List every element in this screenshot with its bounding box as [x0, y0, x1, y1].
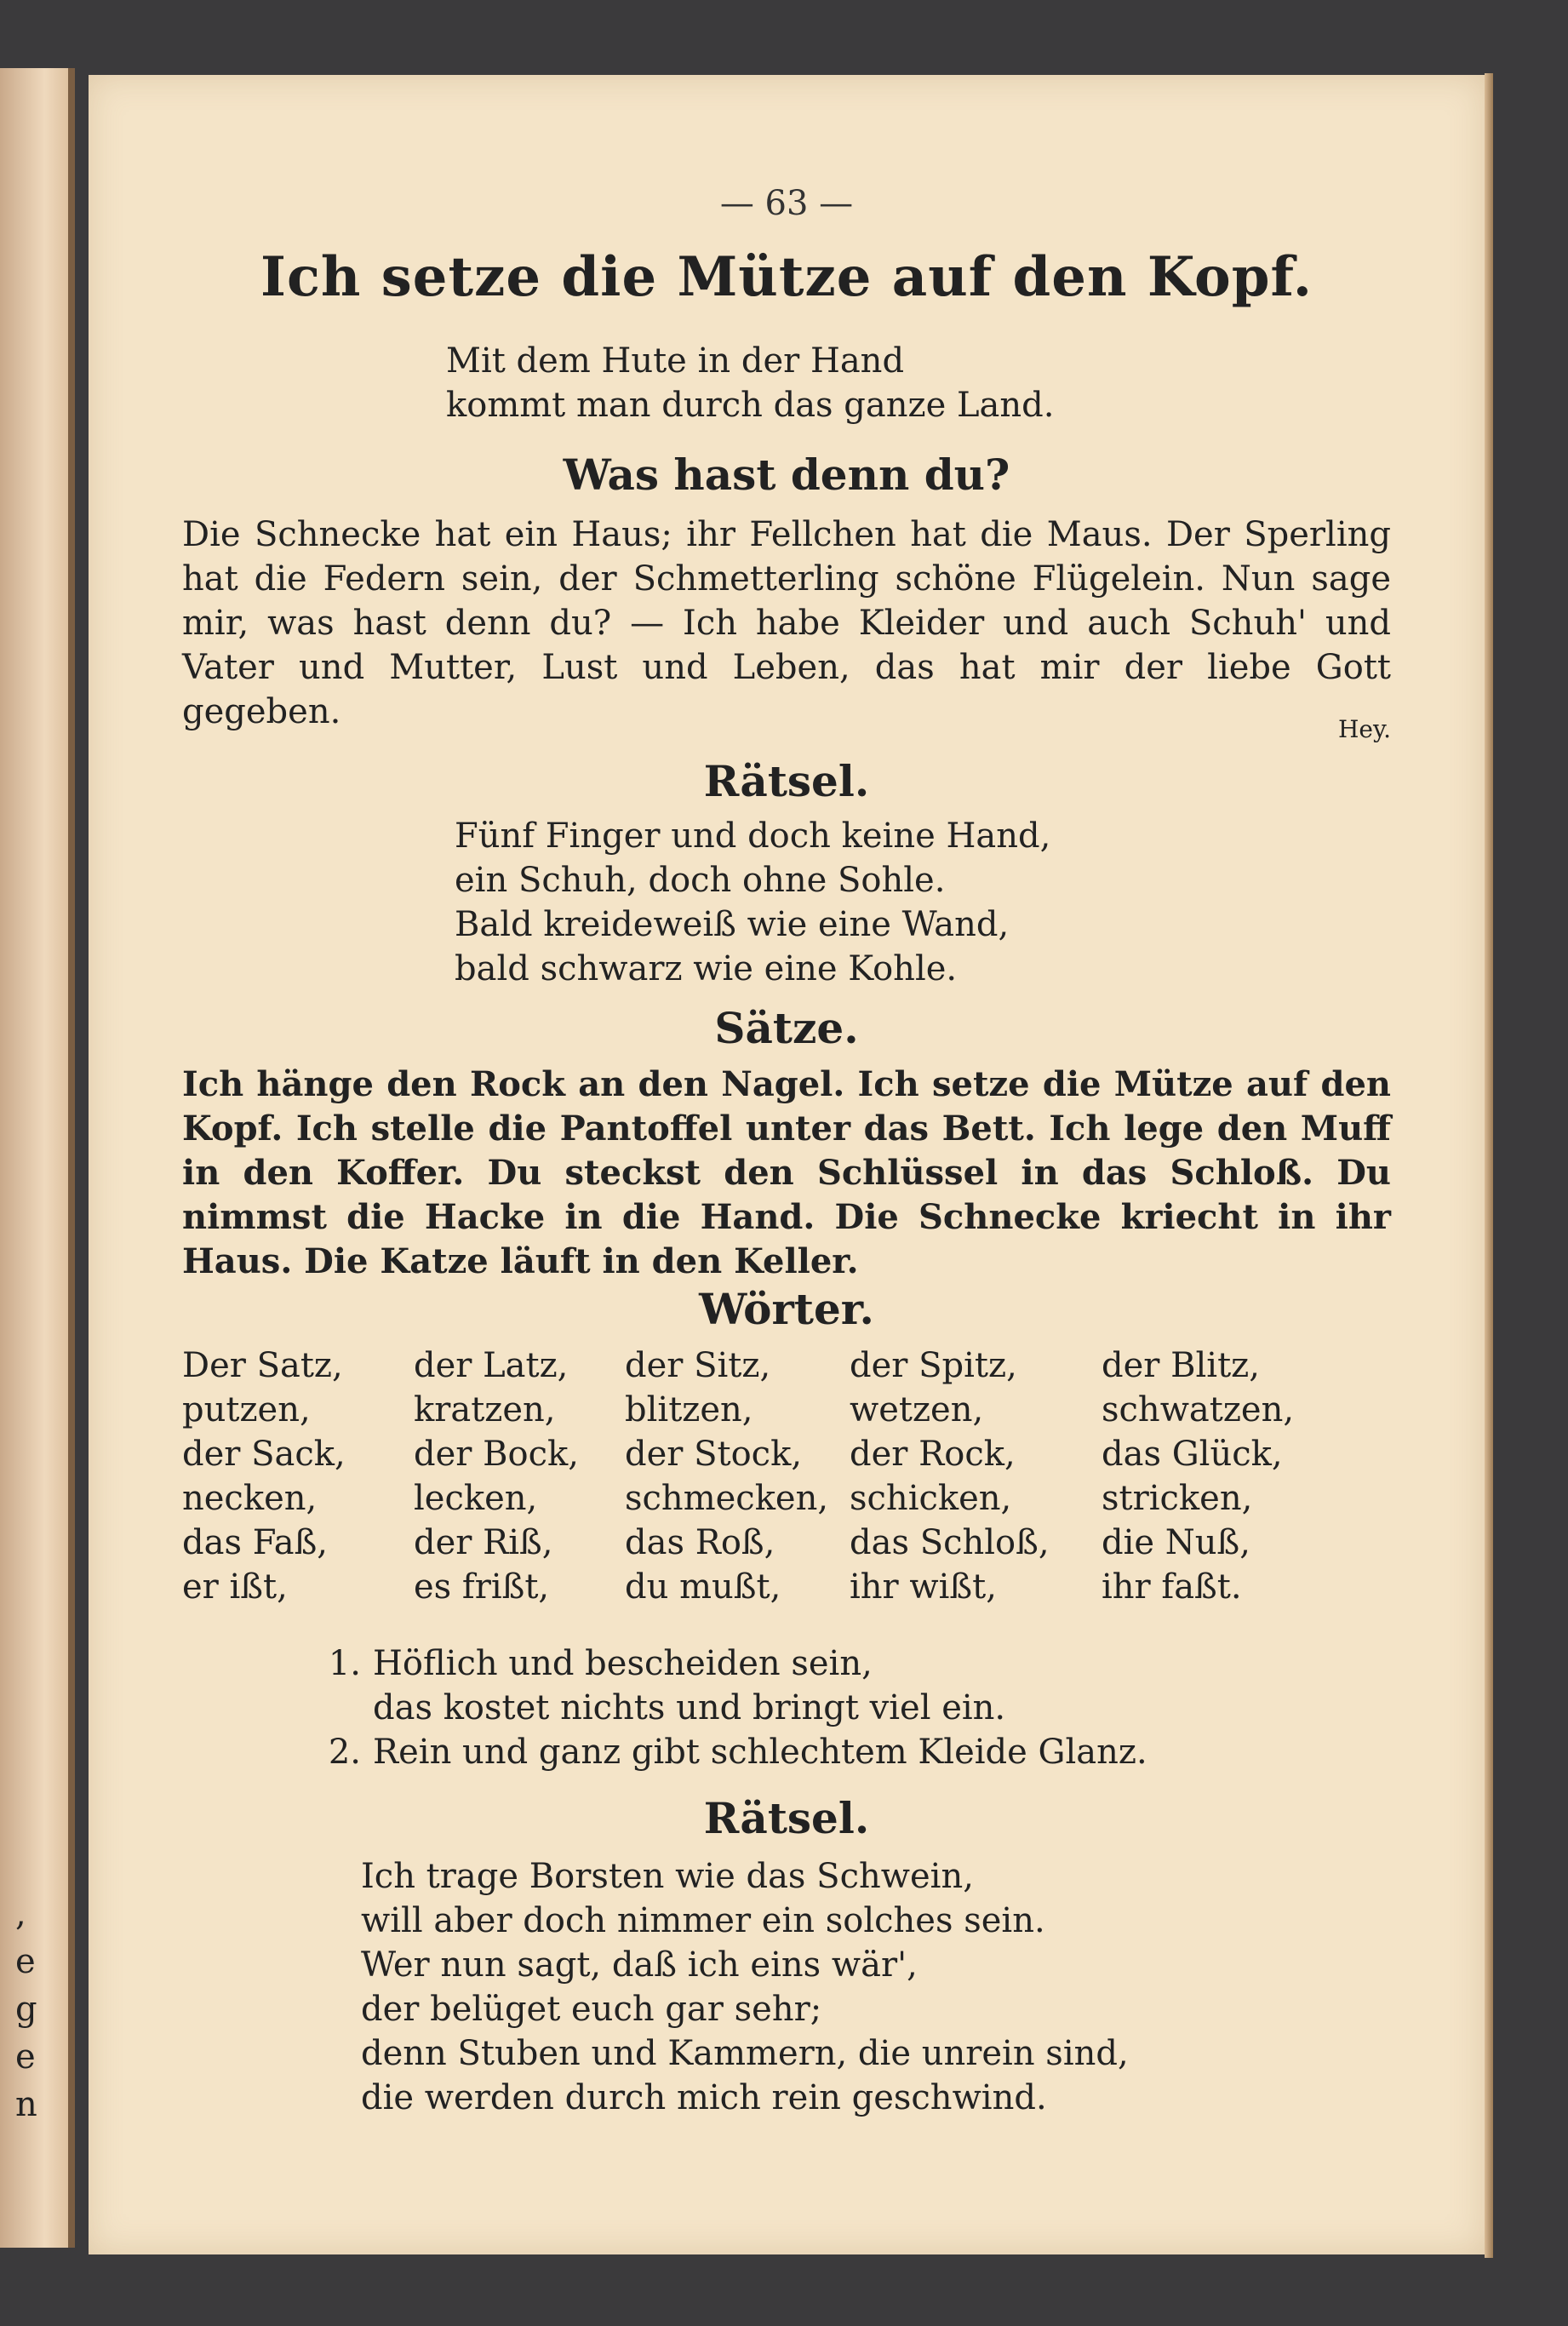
word: der Sitz, [625, 1346, 771, 1385]
word-column [182, 1343, 414, 1609]
saying-item [301, 1730, 1323, 1774]
saying-number: 2. [328, 1733, 361, 1772]
verse-line: die werden durch mich rein geschwind. [361, 2078, 1047, 2117]
section-heading: Rätsel. [703, 1793, 870, 1843]
previous-page-letters [15, 1890, 49, 2128]
word: der Sack, [182, 1435, 346, 1474]
page-title: Ich setze die Mütze auf den Kopf. [260, 245, 1313, 309]
paragraph: Die Schnecke hat ein Haus; ihr Fellchen hat die Maus. Der Sperling hat die Federn sein, der Schmetterling schöne Flügelein. Nun sage mir, was hast denn du? — Ich habe Kleider und auch Schuh' und Vater und Mutter, Lust und Leben, das hat mir der liebe Gott gegeben. [182, 515, 1391, 731]
edge-letter: e [15, 1942, 36, 1981]
section-text [182, 513, 1391, 734]
verse-line: ein Schuh, doch ohne Sohle. [455, 861, 946, 900]
word: der Spitz, [850, 1346, 1017, 1385]
verse-line: denn Stuben und Kammern, die unrein sind, [361, 2034, 1129, 2073]
word: das Glück, [1102, 1435, 1283, 1474]
saetze-heading-block [182, 1003, 1391, 1053]
word: das Faß, [182, 1523, 329, 1562]
riddle1-heading-block [182, 756, 1391, 806]
title-block [182, 245, 1391, 309]
previous-page-edge [0, 68, 75, 2248]
word: ihr wißt, [850, 1567, 997, 1607]
word: der Rock, [850, 1435, 1016, 1474]
word: wetzen, [850, 1390, 984, 1429]
section-heading: Rätsel. [703, 756, 870, 806]
word: der Bock, [414, 1435, 579, 1474]
motto [446, 339, 1212, 427]
verse-line: Fünf Finger und doch keine Hand, [455, 816, 1051, 856]
word-table [182, 1343, 1391, 1609]
edge-letter: e [15, 2037, 36, 2077]
verse-line: Bald kreideweiß wie eine Wand, [455, 905, 1010, 944]
sayings-list [301, 1641, 1323, 1774]
saying-line: Rein und ganz gibt schlechtem Kleide Glanz. [373, 1733, 1147, 1772]
word: lecken, [414, 1479, 538, 1518]
word: schmecken, [625, 1479, 829, 1518]
word: putzen, [182, 1390, 311, 1429]
word: die Nuß, [1102, 1523, 1250, 1562]
word: necken, [182, 1479, 318, 1518]
riddle2-verse [361, 1854, 1340, 2120]
word: blitzen, [625, 1390, 753, 1429]
word: das Roß, [625, 1523, 775, 1562]
word: kratzen, [414, 1390, 556, 1429]
edge-letter: n [15, 2085, 37, 2124]
verse-line: Ich trage Borsten wie das Schwein, [361, 1857, 974, 1896]
section-heading: Was hast denn du? [563, 450, 1010, 500]
motto-line: Mit dem Hute in der Hand [446, 341, 905, 381]
word: du mußt, [625, 1567, 781, 1607]
saetze-text [182, 1063, 1391, 1284]
word: er ißt, [182, 1567, 288, 1607]
word: schicken, [850, 1479, 1012, 1518]
page-number: — 63 — [719, 184, 854, 223]
word-column [625, 1343, 850, 1609]
section-heading: Wörter. [699, 1284, 874, 1334]
section-heading-was-hast-denn-du [182, 450, 1391, 500]
book-gutter [68, 68, 75, 2248]
section-heading: Sätze. [714, 1003, 859, 1053]
word: der Blitz, [1102, 1346, 1260, 1385]
word: stricken, [1102, 1479, 1253, 1518]
saying-line: das kostet nichts und bringt viel ein. [373, 1688, 1006, 1727]
word: der Stock, [625, 1435, 803, 1474]
paragraph: Ich hänge den Rock an den Nagel. Ich setze die Mütze auf den Kopf. Ich stelle die Pantoffel unter das Bett. Ich lege den Muff in den Koffer. Du steckst den Schlüssel in das Schloß. Du nimmst die Hacke in die Hand. Die Schnecke kriecht in ihr Haus. Die Katze läuft in den Keller. [182, 1064, 1391, 1281]
riddle2-heading-block [182, 1793, 1391, 1843]
saying-line: Höflich und bescheiden sein, [373, 1644, 873, 1683]
word: Der Satz, [182, 1346, 343, 1385]
author: Hey. [1338, 715, 1391, 743]
word: ihr faßt. [1102, 1567, 1242, 1607]
word-column [850, 1343, 1102, 1609]
word: das Schloß, [850, 1523, 1050, 1562]
word: es frißt, [414, 1567, 550, 1607]
word-column [1102, 1343, 1295, 1609]
verse-line: der belüget euch gar sehr; [361, 1990, 822, 2029]
verse-line: bald schwarz wie eine Kohle. [455, 949, 958, 988]
book-page [89, 75, 1485, 2254]
word: der Latz, [414, 1346, 569, 1385]
word-column [414, 1343, 625, 1609]
riddle1-verse [455, 814, 1221, 991]
word: schwatzen, [1102, 1390, 1295, 1429]
edge-letter: , [15, 1894, 26, 1934]
page-edge [1485, 73, 1493, 2258]
saying-item [301, 1641, 1323, 1730]
word: der Riß, [414, 1523, 553, 1562]
verse-line: will aber doch nimmer ein solches sein. [361, 1901, 1045, 1940]
author-signature [182, 715, 1399, 743]
edge-letter: g [15, 1990, 37, 2029]
motto-line: kommt man durch das ganze Land. [446, 386, 1055, 425]
verse-line: Wer nun sagt, daß ich eins wär', [361, 1945, 918, 1985]
saying-number: 1. [328, 1644, 361, 1683]
woerter-heading-block [182, 1284, 1391, 1334]
